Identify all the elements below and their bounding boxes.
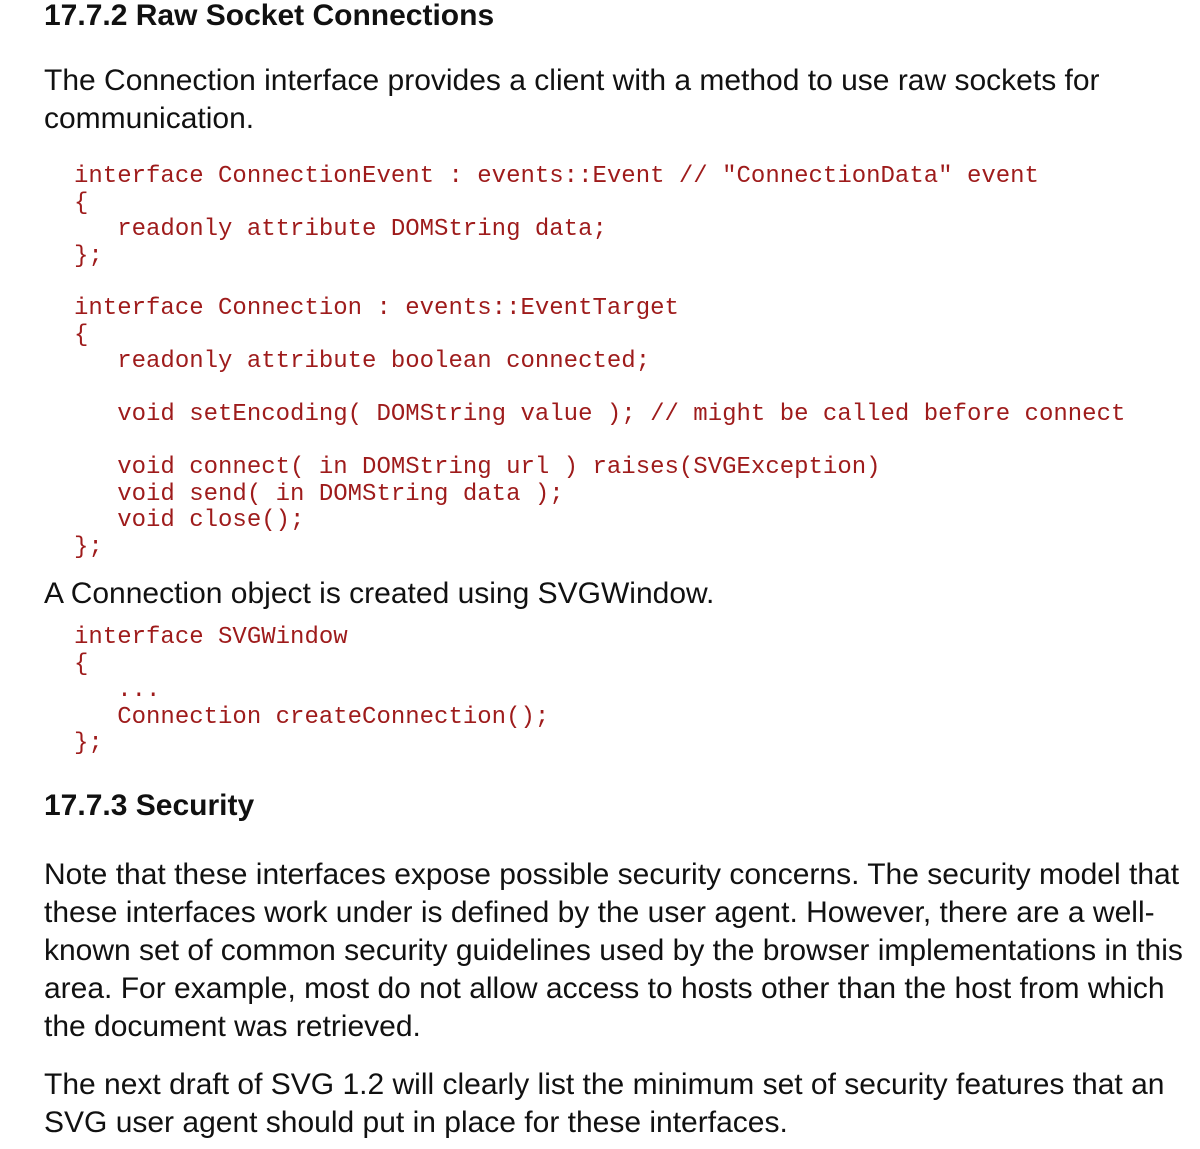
section-heading-security: 17.7.3 Security [44,788,255,822]
code-block-svgwindow: interface SVGWindow { ... Connection createConnection(); }; [74,624,550,757]
code-block-connection-event: interface ConnectionEvent : events::Event // "ConnectionData" event { readonly attribute DOMString data; }; [74,163,1039,270]
section-heading-raw-socket: 17.7.2 Raw Socket Connections [44,0,495,32]
security-paragraph-1: Note that these interfaces expose possible security concerns. The security model that these interfaces work under is defined by the user agent. However, there are a well-known set of common security guidelines used by the browser implementations in this area. For example, most do not allow access to hosts other than the host from which the document was retrieved. [44,857,1183,1043]
document-page [44,0,1194,1142]
security-paragraph-2: The next draft of SVG 1.2 will clearly list the minimum set of security features that an SVG user agent should put in place for these interfaces. [44,1067,1165,1139]
connection-created-paragraph: A Connection object is created using SVGWindow. [44,577,715,610]
intro-paragraph: The Connection interface provides a client with a method to use raw sockets for communication. [44,64,1100,135]
code-block-connection: interface Connection : events::EventTarget { readonly attribute boolean connected; void setEncoding( DOMString value ); // might be called before connect void connect( in DOMString url ) raises(SVGException) void send( in DOMString data ); void close(); }; [74,295,1126,561]
